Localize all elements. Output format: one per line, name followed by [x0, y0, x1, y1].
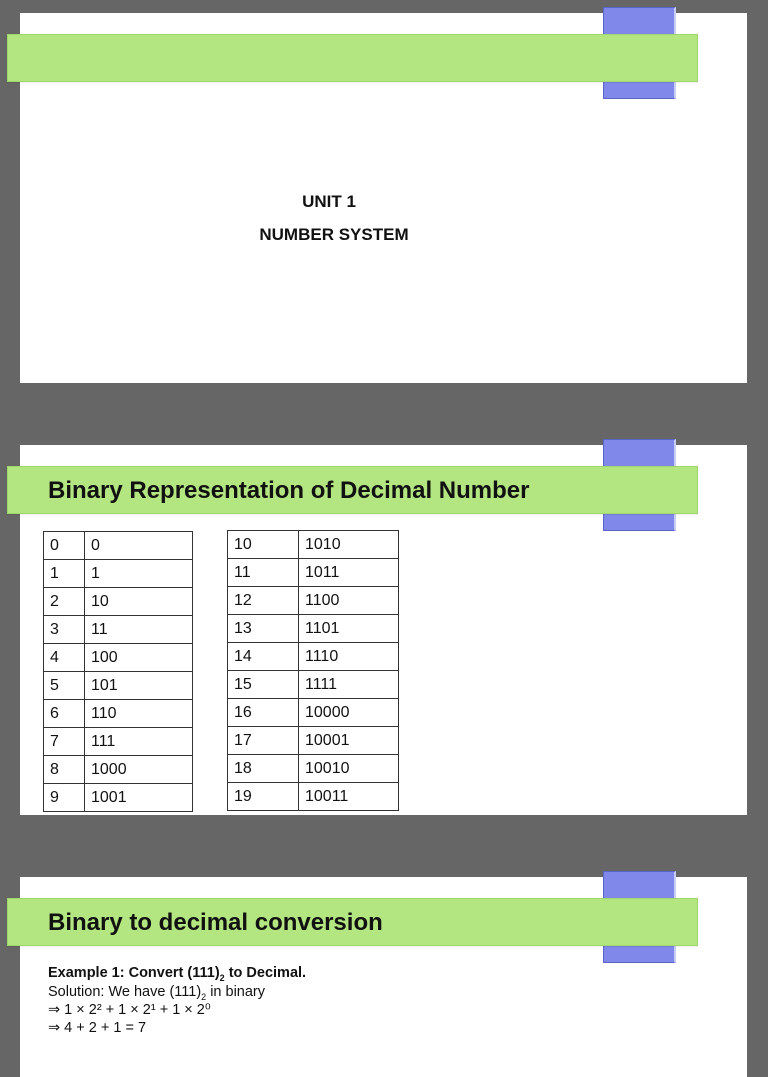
binary-cell: 1111 — [299, 671, 399, 699]
binary-cell: 1000 — [85, 756, 193, 784]
table-row — [44, 784, 193, 812]
binary-table-left — [43, 531, 193, 812]
binary-table-right — [227, 530, 399, 811]
table-row — [228, 643, 399, 671]
binary-cell: 111 — [85, 728, 193, 756]
decimal-cell: 15 — [228, 671, 299, 699]
table-row — [228, 615, 399, 643]
table-row — [228, 671, 399, 699]
binary-cell: 1110 — [299, 643, 399, 671]
slide-1-title-bar — [7, 34, 698, 82]
table-row — [44, 700, 193, 728]
binary-cell: 110 — [85, 700, 193, 728]
decimal-cell: 8 — [44, 756, 85, 784]
table-row — [44, 644, 193, 672]
binary-cell: 10 — [85, 588, 193, 616]
slide-2-title-bar — [7, 466, 698, 514]
binary-cell: 0 — [85, 532, 193, 560]
binary-cell: 10011 — [299, 783, 399, 811]
binary-cell: 101 — [85, 672, 193, 700]
decimal-cell: 4 — [44, 644, 85, 672]
binary-cell: 1101 — [299, 615, 399, 643]
decimal-cell: 2 — [44, 588, 85, 616]
table-row — [228, 587, 399, 615]
binary-cell: 100 — [85, 644, 193, 672]
slide-3-title: Binary to decimal conversion — [48, 909, 383, 936]
table-row — [228, 755, 399, 783]
decimal-cell: 7 — [44, 728, 85, 756]
example-heading: Example 1: Convert $(111)_2$ to Decimal. — [48, 965, 307, 983]
slide-3-title-bar — [7, 898, 698, 946]
step-1: ⇒ 1 × 2² + 1 × 2¹ + 1 × 2⁰ — [48, 1002, 211, 1018]
table-row — [44, 532, 193, 560]
table-row — [44, 588, 193, 616]
decimal-cell: 0 — [44, 532, 85, 560]
table-row — [44, 560, 193, 588]
binary-cell: 1011 — [299, 559, 399, 587]
binary-cell: 11 — [85, 616, 193, 644]
solution-line: Solution: We have $(111)_2$ in binary — [48, 984, 266, 1002]
decimal-cell: 16 — [228, 699, 299, 727]
table-row — [228, 559, 399, 587]
decimal-cell: 3 — [44, 616, 85, 644]
unit-title: UNIT 1 — [302, 192, 356, 211]
binary-cell: 10000 — [299, 699, 399, 727]
decimal-cell: 17 — [228, 727, 299, 755]
table-row — [44, 756, 193, 784]
decimal-cell: 12 — [228, 587, 299, 615]
decimal-cell: 1 — [44, 560, 85, 588]
decimal-cell: 19 — [228, 783, 299, 811]
decimal-cell: 10 — [228, 531, 299, 559]
decimal-cell: 13 — [228, 615, 299, 643]
decimal-cell: 9 — [44, 784, 85, 812]
table-row — [228, 699, 399, 727]
decimal-cell: 18 — [228, 755, 299, 783]
table-row — [44, 672, 193, 700]
binary-cell: 1 — [85, 560, 193, 588]
unit-subtitle: NUMBER SYSTEM — [259, 225, 409, 244]
decimal-cell: 11 — [228, 559, 299, 587]
binary-cell: 1001 — [85, 784, 193, 812]
binary-cell: 10001 — [299, 727, 399, 755]
decimal-cell: 6 — [44, 700, 85, 728]
step-2: ⇒ 4 + 2 + 1 = 7 — [48, 1020, 147, 1036]
table-row — [228, 783, 399, 811]
decimal-cell: 5 — [44, 672, 85, 700]
slide-2-title: Binary Representation of Decimal Number — [48, 477, 530, 504]
table-row — [228, 531, 399, 559]
binary-cell: 1010 — [299, 531, 399, 559]
binary-cell: 10010 — [299, 755, 399, 783]
table-row — [44, 728, 193, 756]
binary-cell: 1100 — [299, 587, 399, 615]
table-row — [228, 727, 399, 755]
table-row — [44, 616, 193, 644]
decimal-cell: 14 — [228, 643, 299, 671]
